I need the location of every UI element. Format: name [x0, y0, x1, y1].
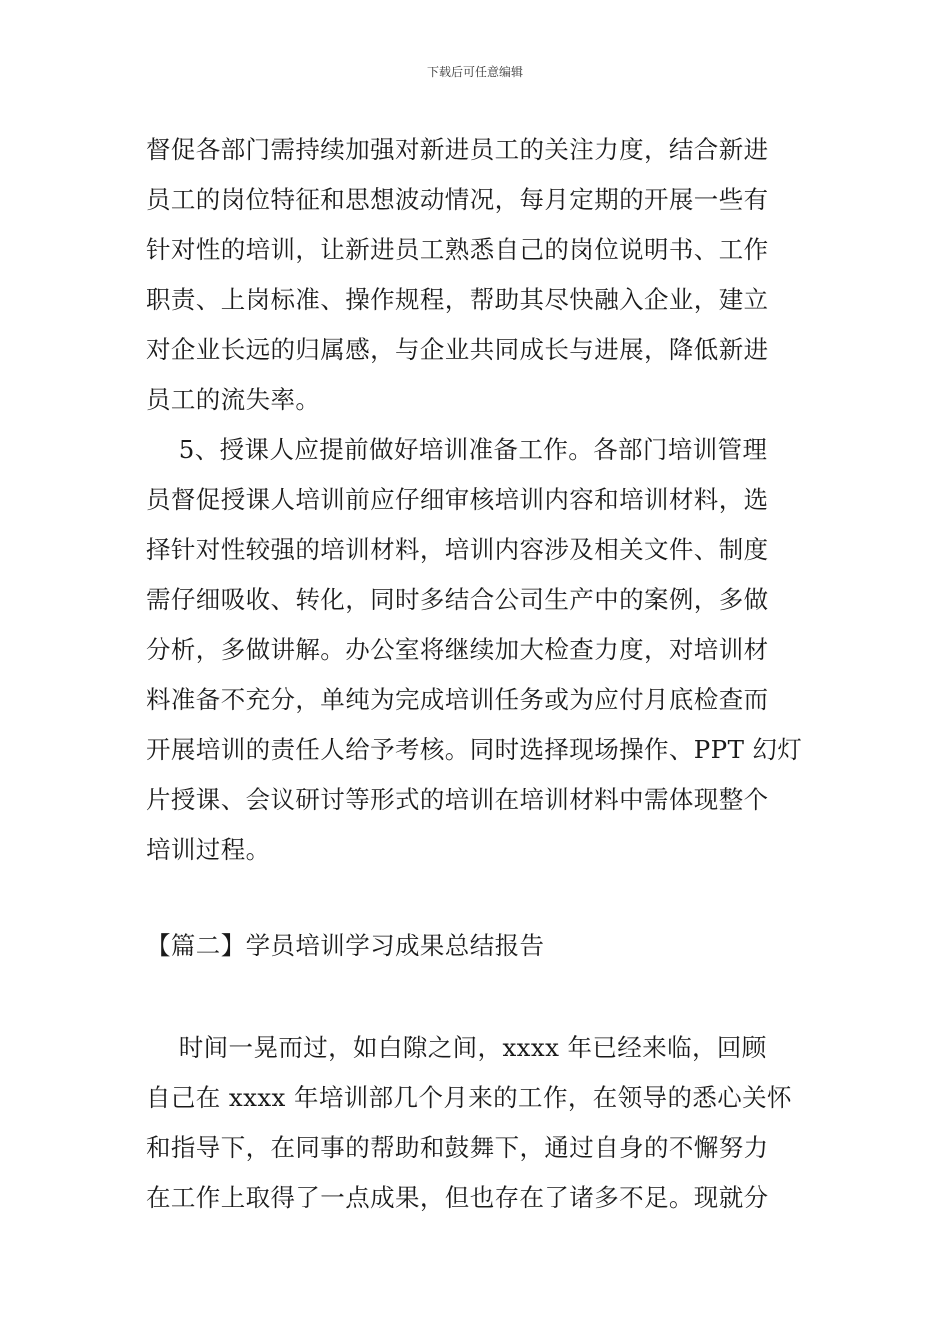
- text-line: 针对性的培训，让新进员工熟悉自己的岗位说明书、工作: [146, 235, 769, 264]
- text-line: 分析，多做讲解。办公室将继续加大检查力度，对培训材: [146, 635, 769, 664]
- text-line: 料准备不充分，单纯为完成培训任务或为应付月底检查而: [146, 685, 769, 714]
- text-line: 需仔细吸收、转化，同时多结合公司生产中的案例，多做: [146, 585, 769, 614]
- text-line: 和指导下，在同事的帮助和鼓舞下，通过自身的不懈努力: [146, 1133, 769, 1162]
- text-line: 员督促授课人培训前应仔细审核培训内容和培训材料，选: [146, 485, 769, 514]
- text-line: 对企业长远的归属感，与企业共同成长与进展，降低新进: [146, 335, 769, 364]
- text-line: 片授课、会议研讨等形式的培训在培训材料中需体现整个: [146, 785, 769, 814]
- section-heading: 【篇二】学员培训学习成果总结报告: [146, 931, 545, 960]
- text-line: 员工的岗位特征和思想波动情况，每月定期的开展一些有: [146, 185, 769, 214]
- text-line: 自己在 xxxx 年培训部几个月来的工作，在领导的悉心关怀: [146, 1083, 792, 1112]
- page-header: 下载后可任意编辑: [426, 65, 523, 79]
- text-line: 开展培训的责任人给予考核。同时选择现场操作、PPT 幻灯: [146, 735, 803, 764]
- text-line: 督促各部门需持续加强对新进员工的关注力度，结合新进: [146, 135, 769, 164]
- text-line: 员工的流失率。: [146, 385, 321, 414]
- paragraph-start-line: 时间一晃而过，如白隙之间，xxxx 年已经来临，回顾: [146, 1033, 767, 1062]
- text-line: 培训过程。: [146, 835, 271, 864]
- text-line: 在工作上取得了一点成果，但也存在了诸多不足。现就分: [146, 1183, 769, 1212]
- text-line: 职责、上岗标准、操作规程，帮助其尽快融入企业，建立: [146, 285, 769, 314]
- paragraph-start-line: 5、授课人应提前做好培训准备工作。各部门培训管理: [146, 435, 768, 464]
- text-line: 择针对性较强的培训材料，培训内容涉及相关文件、制度: [146, 535, 769, 564]
